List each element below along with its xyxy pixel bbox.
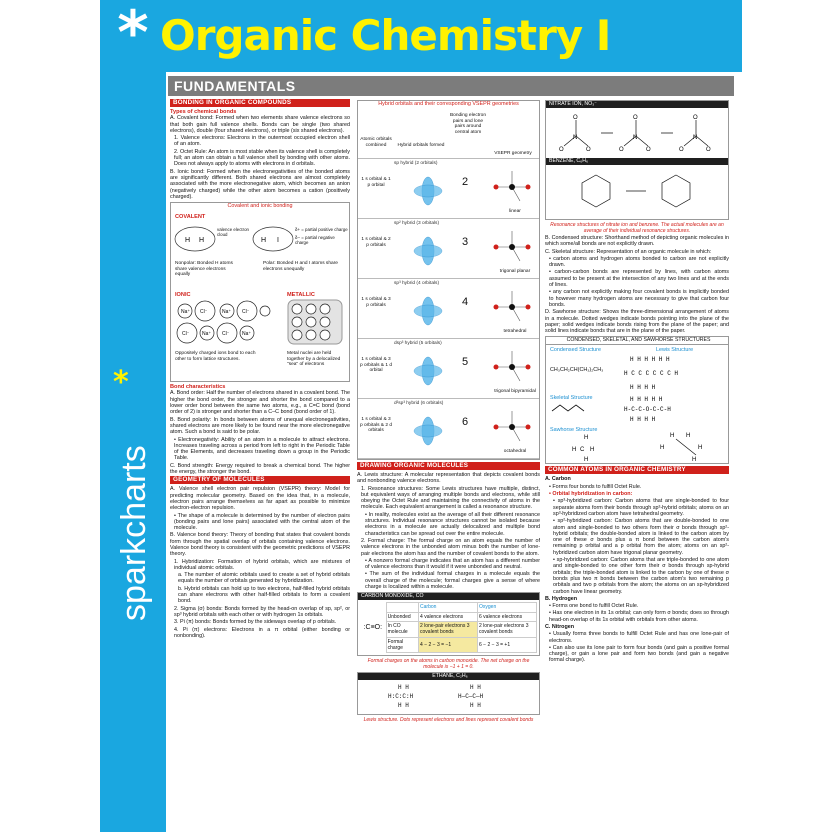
- bond-polarity-text: B. Bond polarity: In bonds between atoms of unequal electronegativities, shared electrons are more likely to be found near the more electronegative atom. Such a bond is said to be polar.: [170, 416, 350, 436]
- valence-bond-text: B. Valence bond theory: Theory of bonding that states that covalent bonds form through the spatial overlap of orbitals containing valence electrons. Valence bond theory is consistent with the geometric predictions of VSEPR theory.: [170, 532, 350, 558]
- vsepr-table: [357, 100, 540, 460]
- co-c3: 4 − 2 − 3 = −1: [419, 637, 478, 653]
- svg-text:O: O: [619, 147, 624, 153]
- hydrogen-2: • Has one electron in its 1s orbital; can only form σ bonds; does so through head-on overlap of its 1s orbital with orbitals from other atoms.: [549, 610, 729, 623]
- vsepr-row: [358, 219, 539, 279]
- column-left: [170, 98, 350, 830]
- svg-text:O: O: [633, 115, 638, 121]
- svg-text:H: H: [199, 237, 205, 245]
- svg-text:Na⁺: Na⁺: [222, 309, 232, 316]
- co-incg: In CO molecule: [386, 621, 418, 637]
- vsepr-row-label: dsp³ hybrid (5 orbitals): [394, 341, 442, 347]
- vsepr-theory-text: A. Valence shell electron pair repulsion (VSEPR) theory: Model for predicting molecular geometry. Based on the idea that, in a molecule, electron pairs arrange themselves as far apart as possible to minimize electron-electron repulsion.: [170, 486, 350, 512]
- nitrogen-1: • Usually forms three bonds to fulfill Octet Rule and has one lone-pair of electrons.: [549, 631, 729, 644]
- vsepr-row-combo: 1 s orbital & 3 p orbitals & 1 d orbital: [360, 357, 392, 374]
- svg-text:H H H H H: H H H H H: [630, 396, 663, 404]
- carbon-2: • Orbital hybridization in carbon:: [549, 491, 633, 498]
- metallic-caption: Metal nuclei are held together by a delocalized "sea" of electrons: [287, 351, 341, 368]
- sawhorse-label: Sawhorse Structure: [550, 427, 598, 434]
- svg-text:Cl⁻: Cl⁻: [182, 331, 190, 338]
- vsepr-rows: [358, 159, 539, 459]
- svg-text:H H: H H: [398, 684, 409, 692]
- valence-cloud-label: valence electron cloud: [217, 227, 249, 238]
- vsepr-row-combo: 1 s orbital & 3 p orbitals: [361, 297, 391, 308]
- vsepr-row-label: d²sp³ hybrid (6 orbitals): [394, 401, 444, 407]
- vsepr-row-combo: 1 s orbital & 2 p orbitals: [361, 237, 391, 248]
- svg-text:H: H: [670, 433, 675, 440]
- svg-text:H: H: [572, 447, 577, 454]
- column-middle: [357, 98, 540, 830]
- vsepr-row-geom: trigonal planar: [499, 269, 531, 275]
- svg-text:C: C: [580, 447, 585, 454]
- svg-text:Na⁺: Na⁺: [202, 331, 212, 338]
- geometry-icon: [490, 287, 534, 327]
- hybridization-text: 1. Hybridization: Formation of hybrid orbitals, which are mixtures of individual atomic orbitals.: [174, 558, 350, 571]
- svg-text:H: H: [698, 445, 703, 452]
- nitrogen-head: C. Nitrogen: [545, 623, 575, 630]
- col-atomic-header: Atomic orbitals combined: [360, 137, 392, 148]
- skeletal-structure: [550, 401, 590, 415]
- co-o1: 6 valence electrons: [478, 612, 537, 621]
- svg-text:Cl⁻: Cl⁻: [200, 309, 208, 316]
- skeletal-3-text: • any carbon not explicitly making four covalent bonds is implicitly bonded to however many hydrogen atoms are necessary to give that carbon four bonds.: [549, 289, 729, 308]
- brand-text: sparkcharts: [115, 445, 153, 621]
- orbital-icon: [408, 349, 448, 393]
- drawing-header: DRAWING ORGANIC MOLECULES: [357, 462, 540, 470]
- ethane-title: ETHANE, C₂H₆: [358, 673, 539, 680]
- co-table: [386, 602, 537, 653]
- ionic-lattice: [175, 299, 271, 347]
- delta-plus-label: δ+ = partial positive charge: [295, 227, 348, 233]
- formal-charge-text: 2. Formal charge: The formal charge on an atom equals the number of valence electrons in the unbonded atom minus both the number of lone-pair electrons the atom has and the number of covalent bonds to the atom.: [361, 537, 540, 557]
- co-c1: 4 valence electrons: [419, 612, 478, 621]
- svg-text:I: I: [277, 237, 279, 245]
- skeletal-label: Skeletal Structure: [550, 395, 593, 402]
- vsepr-row-label: sp hybrid (2 orbitals): [394, 161, 438, 167]
- svg-text:Na⁺: Na⁺: [181, 309, 191, 316]
- pi-bond-text: 3. Pi (π) bonds: Bonds formed by the sideways overlap of p orbitals.: [174, 619, 337, 626]
- orbital-icon: [408, 409, 448, 453]
- benzene-structures: [546, 165, 728, 219]
- structures-box-title: CONDENSED, SKELETAL, AND SAWHORSE STRUCTURES: [546, 337, 728, 345]
- carbon-monoxide-box: [357, 592, 540, 656]
- vsepr-row-pairs: 4: [462, 296, 469, 309]
- svg-text:H: H: [692, 457, 697, 464]
- electronegativity-text: • Electronegativity: Ability of an atom in a molecule to attract electrons. Increases traveling across a period from left to right in the Periodic Table of the Elements, and decreases traveling down a group in the Periodic Table.: [174, 436, 350, 462]
- svg-text:H C C C C C C H: H C C C C C C H: [624, 370, 679, 378]
- atoms-header: COMMON ATOMS IN ORGANIC CHEMISTRY: [545, 466, 729, 474]
- svg-text:H H: H H: [470, 702, 481, 710]
- skeletal-text: C. Skeletal structure: Representation of an organic molecule in which:: [545, 248, 712, 255]
- vsepr-row-pairs: 3: [462, 236, 469, 249]
- vsepr-row-pairs: 2: [462, 176, 469, 189]
- svg-text:H H H H: H H H H: [630, 384, 656, 392]
- bonding-figure-title: Covalent and ionic bonding: [227, 203, 293, 210]
- nitrate-title: NITRATE ION, NO₃⁻: [546, 101, 728, 108]
- sp3-text: • sp³-hybridized carbon: Carbon atoms that are single-bonded to four separate atoms form their bonds through sp³-hybrid orbitals; atoms on an sp³-hybridized carbon atom have tetrahedral geometry.: [553, 498, 729, 517]
- metallic-label: METALLIC: [287, 292, 315, 299]
- section-header: [168, 76, 734, 96]
- nonpolar-caption: Nonpolar: Bonded H atoms share valence electrons equally: [175, 261, 233, 278]
- valence-electrons-text: 1. Valence electrons: Electrons in the outermost occupied electron shell of an atom.: [174, 135, 350, 148]
- resonance-text: 1. Resonance structures: Some Lewis structures have multiple, distinct, but equivalent ways of arranging multiple bonds and electrons, while still obeying the Octet Rule and maintaining the connectivity of atoms in the molecule. Each equivalent arrangement is called a resonance structure.: [361, 485, 540, 511]
- co-carbon-head: Carbon: [419, 603, 478, 612]
- geometry-icon: [490, 407, 534, 447]
- vsepr-row-combo: 1 s orbital & 3 p orbitals & 2 d orbitals: [360, 417, 392, 434]
- ionic-label: IONIC: [175, 292, 191, 299]
- structures-box: [545, 336, 729, 464]
- vsepr-row-geom: tetrahedral: [503, 329, 527, 335]
- vsepr-row-geom: octahedral: [503, 449, 527, 455]
- asterisk-icon: *: [113, 365, 129, 400]
- hydrogen-head: B. Hydrogen: [545, 595, 578, 602]
- vsepr-row-label: sp² hybrid (3 orbitals): [394, 221, 440, 227]
- svg-text:O: O: [693, 115, 698, 121]
- svg-text:H:C:C:H: H:C:C:H: [388, 693, 414, 701]
- svg-text:H: H: [584, 457, 589, 464]
- svg-text:H H H H: H H H H: [630, 416, 656, 424]
- svg-text:O: O: [573, 115, 578, 121]
- co-oxygen-head: Oxygen: [478, 603, 537, 612]
- lewis-label: Lewis Structure: [656, 347, 694, 354]
- vsepr-row-pairs: 6: [462, 416, 469, 429]
- ethane-caption: Lewis structure. Dots represent electrons and lines represent covalent bonds: [363, 717, 534, 724]
- svg-text:O: O: [706, 147, 711, 153]
- vsepr-row: [358, 279, 539, 339]
- sp-text: • sp-hybridized carbon: Carbon atoms that are triple-bonded to one atom and single-bonded to one other form their σ bonds through sp-hybrid orbitals; the triple-bonded atom is linked to the carbon by one of these σ bonds plus two π bonds between the carbon atom's two remaining p orbitals and two p orbitals from the atom; the atoms on an sp-hybridized carbon have linear geometry.: [553, 557, 729, 595]
- page-title: Organic Chemistry I: [160, 11, 611, 60]
- condensed-label: Condensed Structure: [550, 347, 601, 354]
- svg-text:O: O: [646, 147, 651, 153]
- vsepr-row-geom: linear: [509, 209, 521, 215]
- bonding-header: BONDING IN ORGANIC COMPOUNDS: [170, 99, 350, 107]
- geometry-icon: [490, 227, 534, 267]
- svg-text:H: H: [590, 447, 595, 454]
- sawhorse-text: D. Sawhorse structure: Shows the three-dimensional arrangement of atoms in a molecule. Dotted wedges indicate bonds pointing into the plane of the paper; solid wedges indicate bonds rising from the plane of the paper; and solid lines indicate bonds that are in the plane of the paper.: [545, 309, 729, 335]
- sigma-bond-text: 2. Sigma (σ) bonds: Bonds formed by the head-on overlap of sp, sp², or sp³ hybrid orbitals with each other or with hydrogen 1s orbitals.: [174, 605, 350, 618]
- ionic-bond-text: B. Ionic bond: Formed when the electronegativities of the bonded atoms are significantly different. Both shared electrons are almost completely associated with the more electronegative atom, which becomes an anion (negatively charged) while the other atom becomes a cation (positively charged).: [170, 168, 350, 200]
- pi-electrons-text: 4. Pi (π) electrons: Electrons in a π orbital (either bonding or nonbonding).: [174, 626, 350, 639]
- bond-characteristics-subhead: Bond characteristics: [170, 384, 226, 391]
- formal-charge-a-text: • A nonzero formal charge indicates that an atom has a different number of valence electrons than it would if it were unbonded and neutral.: [365, 557, 540, 571]
- benzene-title: BENZENE, C₆H₆: [546, 158, 728, 165]
- section-title: FUNDAMENTALS: [174, 78, 296, 94]
- co-o2: 2 lone-pair electrons 3 covalent bonds: [478, 621, 537, 637]
- bond-order-text: A. Bond order: Half the number of electrons shared in a covalent bond. The higher the bond order, the stronger and shorter the bond compared to a lower order bond between the same two atoms, e.g., a C=C bond (bond order of 2) is stronger and shorter than a C–C bond (bond order of 1).: [170, 390, 350, 416]
- vsepr-row-geom: trigonal bipyramidal: [494, 389, 536, 395]
- geometry-header: GEOMETRY OF MOLECULES: [170, 476, 350, 484]
- orbital-icon: [408, 229, 448, 273]
- svg-text:H: H: [686, 433, 691, 440]
- svg-text:Cl⁻: Cl⁻: [222, 331, 230, 338]
- svg-text:H: H: [584, 435, 589, 442]
- vsepr-row-label: sp³ hybrid (4 orbitals): [394, 281, 440, 287]
- geometry-icon: [490, 347, 534, 387]
- svg-text:H—C—C—H: H—C—C—H: [458, 693, 484, 701]
- types-subhead: Types of chemical bonds: [170, 109, 237, 115]
- svg-text:Na⁺: Na⁺: [242, 331, 252, 338]
- vsepr-row: [358, 159, 539, 219]
- geometry-icon: [490, 167, 534, 207]
- svg-text:H: H: [185, 237, 191, 245]
- nitrogen-2: • Can also use its lone pair to form four bonds (and gain a positive formal charge), or gain a lone pair and form two bonds (and gain a negative formal charge).: [549, 644, 729, 664]
- svg-text:H: H: [261, 237, 267, 245]
- vsepr-row: [358, 339, 539, 399]
- svg-text:Cl⁻: Cl⁻: [242, 309, 250, 316]
- hydrogen-1: • Forms one bond to fulfill Octet Rule.: [549, 603, 639, 610]
- column-right: [545, 98, 729, 830]
- octet-rule-text: 2. Octet Rule: An atom is most stable when its valence shell is completely full; an atom can obtain a full valence shell by bonding with other atoms. Does not always apply to atoms with electrons in d orbitals.: [174, 148, 350, 168]
- hybridization-a-text: a. The number of atomic orbitals used to create a set of hybrid orbitals equals the number of orbitals generated by hybridization.: [178, 572, 350, 585]
- svg-text:O: O: [679, 147, 684, 153]
- ionic-caption: Oppositely charged ions bond to each other to form lattice structures.: [175, 351, 256, 362]
- vsepr-shape-text: • The shape of a molecule is determined by the number of electron pairs (bonding pairs and lone pairs) associated with the central atom of the molecule.: [174, 512, 350, 532]
- co-title: CARBON MONOXIDE, CO: [358, 593, 539, 600]
- svg-text:O: O: [559, 147, 564, 153]
- co-caption: Formal charges on the atoms in carbon monoxide. The net charge on the molecule is −1 + 1 = 0.: [367, 658, 530, 671]
- co-lewis: :C≡O:: [363, 623, 383, 631]
- svg-text:H H: H H: [470, 684, 481, 692]
- hybridization-b-text: b. Hybrid orbitals can hold up to two electrons, half-filled hybrid orbitals can share electrons with other half-filled orbitals to form a covalent bond.: [178, 585, 350, 605]
- svg-text:O: O: [586, 147, 591, 153]
- delta-minus-label: δ− = partial negative charge: [295, 235, 335, 246]
- vsepr-row: [358, 399, 539, 459]
- vsepr-title: Hybrid orbitals and their corresponding VSEPR geometries: [378, 101, 519, 107]
- co-c2: 2 lone-pair electrons 3 covalent bonds: [419, 621, 478, 637]
- metallic-lattice: [287, 299, 343, 347]
- bonding-figure: [170, 202, 350, 382]
- covalent-bond-text: A. Covalent bond: Formed when two elements share valence electrons so that both gain full valence shells. Bonds can be single (two shared electrons), double (four shared electrons), or triple (six shared electrons).: [170, 115, 350, 134]
- co-unbonded: Unbonded: [386, 612, 418, 621]
- orbital-icon: [408, 289, 448, 333]
- covalent-label: COVALENT: [175, 214, 206, 221]
- nitrate-structures: [546, 108, 728, 158]
- condensed-text: B. Condensed structure: Shorthand method of depicting organic molecules in which some/all bonds are not explicitly drawn.: [545, 235, 729, 248]
- ethane-structures: [358, 680, 538, 714]
- condensed-formula: CH₃CH₂CH(CH₃)₂CH₃: [550, 367, 604, 374]
- col-pairs-header: Bonding electron pairs and lone pairs around central atom: [449, 113, 486, 136]
- co-o3: 6 − 2 − 3 = +1: [478, 637, 537, 653]
- lewis-structure: [622, 353, 726, 393]
- co-formal: Formal charge: [386, 637, 418, 653]
- nitrate-box: [545, 100, 729, 220]
- formal-charge-b-text: • The sum of the individual formal charges in a molecule equals the overall charge of the molecule; formal charges give a sense of where charge is localized within a molecule.: [365, 571, 540, 591]
- lewis-text: A. Lewis structure: A molecular representation that depicts covalent bonds and nonbonding valence electrons.: [357, 472, 540, 485]
- polar-caption: Polar: Bonded H and I atoms share electrons unequally: [263, 261, 338, 272]
- svg-text:H H H H H H: H H H H H H: [630, 356, 670, 364]
- svg-text:N: N: [633, 135, 638, 141]
- svg-text:H: H: [660, 445, 665, 452]
- col-hybrid-header: Hybrid orbitals formed: [397, 143, 445, 149]
- sawhorse-right: [656, 429, 716, 463]
- svg-text:H-C-C-O-C-C-H: H-C-C-O-C-C-H: [624, 406, 671, 414]
- resonance-reality-text: • In reality, molecules exist as the average of all their different resonance structures. Individual resonance structures cannot be isolated because electrons in a molecule are actually delocalized and multiple bond characteristics can be spread out over the entire molecule.: [365, 511, 540, 537]
- vsepr-row-pairs: 5: [462, 356, 469, 369]
- nitrate-caption: Resonance structures of nitrate ion and benzene. The actual molecules are an average of their individual resonance structures.: [550, 222, 724, 234]
- carbon-head: A. Carbon: [545, 476, 571, 483]
- brand-logo: [112, 380, 154, 620]
- ethane-box: [357, 672, 540, 715]
- carbon-1: • Forms four bonds to fulfill Octet Rule.: [549, 483, 642, 490]
- skeletal-2-text: • carbon-carbon bonds are represented by lines, with carbon atoms assumed to be present at the intersection of any two lines and at the ends of lines.: [549, 269, 729, 289]
- vsepr-row-combo: 1 s orbital & 1 p orbital: [361, 177, 391, 188]
- orbital-icon: [408, 169, 448, 213]
- bond-strength-text: C. Bond strength: Energy required to break a chemical bond. The higher the energy, the stronger the bond.: [170, 462, 350, 476]
- sawhorse-left: [566, 433, 616, 463]
- asterisk-icon: *: [117, 0, 149, 68]
- svg-text:N: N: [573, 135, 578, 141]
- svg-text:N: N: [693, 135, 698, 141]
- svg-text:H H: H H: [398, 702, 409, 710]
- sp2-text: • sp²-hybridized carbon: Carbon atoms that are double-bonded to one atom and single-bonded to two others form their σ bonds through sp²-hybrid orbitals; the double-bonded atom is linked to the carbon atom by one of these σ bonds plus a π bond between the carbon atom's remaining p orbital and a p orbital from the atom; atoms on an sp²-hybridized carbon atom have trigonal planar geometry.: [553, 518, 729, 556]
- skeletal-1-text: • carbon atoms and hydrogen atoms bonded to carbon are not explicitly drawn.: [549, 255, 729, 269]
- lewis-structure-2: [622, 393, 726, 423]
- col-geom-header: VSEPR geometry: [494, 151, 532, 157]
